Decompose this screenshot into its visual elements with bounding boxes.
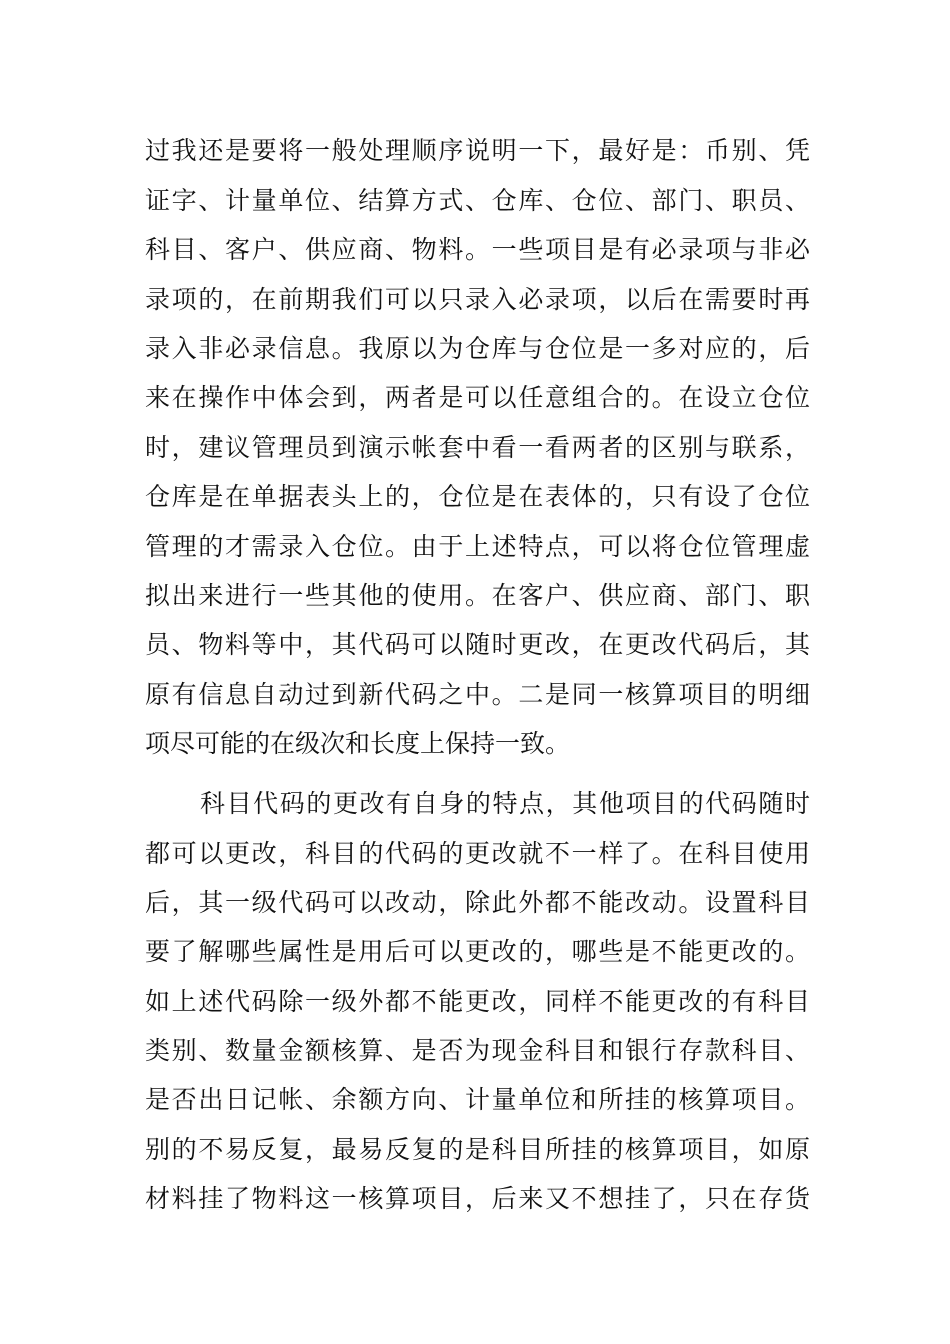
text-line: 材料挂了物料这一核算项目，后来又不想挂了，只在存货 xyxy=(145,1184,810,1213)
text-line: 证字、计量单位、结算方式、仓库、仓位、部门、职员、 xyxy=(145,186,810,215)
text-line: 录项的，在前期我们可以只录入必录项，以后在需要时再 xyxy=(145,285,810,314)
text-line: 仓库是在单据表头上的，仓位是在表体的，只有设了仓位 xyxy=(145,482,810,511)
text-line: 原有信息自动过到新代码之中。二是同一核算项目的明细 xyxy=(145,680,810,709)
text-line: 管理的才需录入仓位。由于上述特点，可以将仓位管理虚 xyxy=(145,532,810,561)
text-line: 项尽可能的在级次和长度上保持一致。 xyxy=(145,729,571,758)
text-line: 科目、客户、供应商、物料。一些项目是有必录项与非必 xyxy=(145,235,810,264)
text-line: 如上述代码除一级外都不能更改，同样不能更改的有科目 xyxy=(145,987,810,1016)
text-line: 都可以更改，科目的代码的更改就不一样了。在科目使用 xyxy=(145,839,810,868)
text-line: 拟出来进行一些其他的使用。在客户、供应商、部门、职 xyxy=(145,581,810,610)
text-line: 时，建议管理员到演示帐套中看一看两者的区别与联系， xyxy=(145,433,810,462)
text-line: 是否出日记帐、余额方向、计量单位和所挂的核算项目。 xyxy=(145,1085,810,1114)
text-line: 来在操作中体会到，两者是可以任意组合的。在设立仓位 xyxy=(145,383,810,412)
text-line: 类别、数量金额核算、是否为现金科目和银行存款科目、 xyxy=(145,1036,810,1065)
text-line: 要了解哪些属性是用后可以更改的，哪些是不能更改的。 xyxy=(145,937,810,966)
text-line: 后，其一级代码可以改动，除此外都不能改动。设置科目 xyxy=(145,888,810,917)
text-line: 别的不易反复，最易反复的是科目所挂的核算项目，如原 xyxy=(145,1135,810,1164)
text-line: 科目代码的更改有自身的特点，其他项目的代码随时 xyxy=(200,789,810,818)
text-line: 录入非必录信息。我原以为仓库与仓位是一多对应的，后 xyxy=(145,334,810,363)
text-line: 过我还是要将一般处理顺序说明一下，最好是：币别、凭 xyxy=(145,136,810,165)
text-line: 员、物料等中，其代码可以随时更改，在更改代码后，其 xyxy=(145,630,810,659)
